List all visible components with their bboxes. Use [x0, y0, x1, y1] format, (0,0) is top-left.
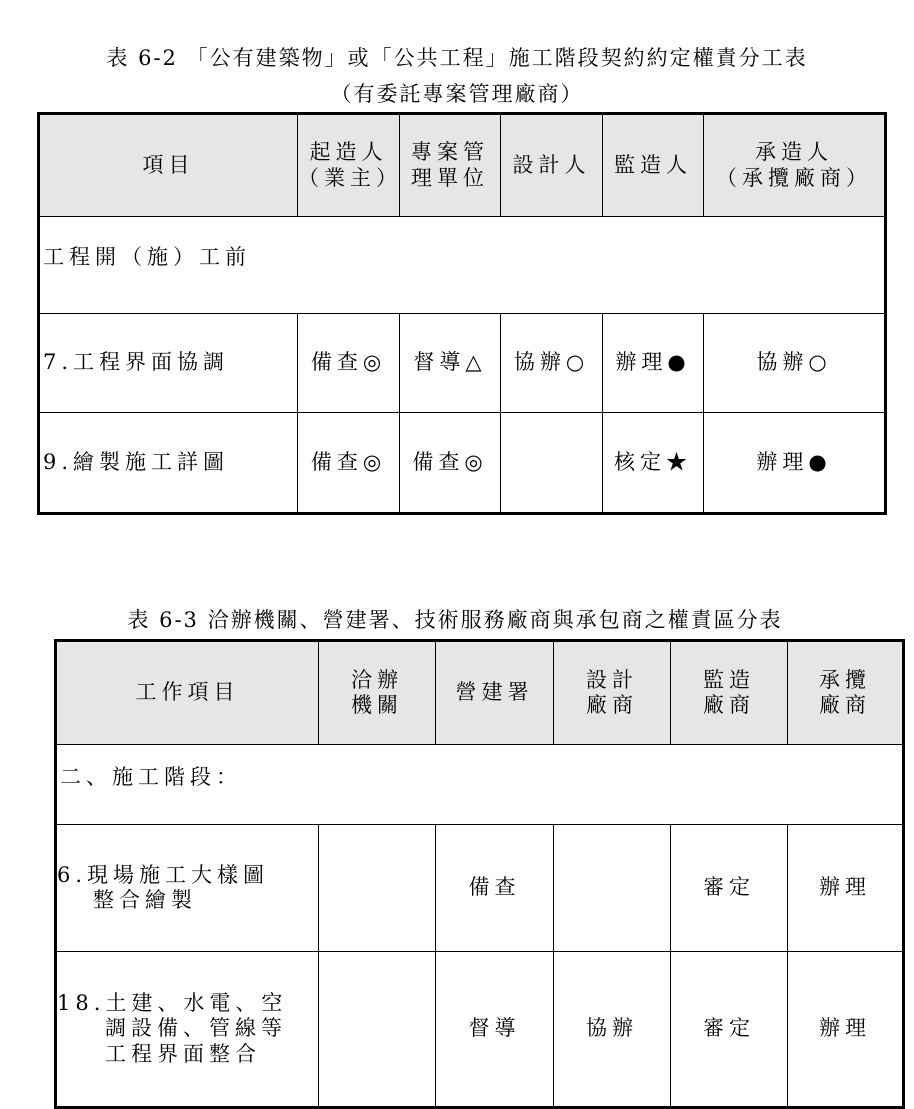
- cell-supervision-firm: 審定: [671, 952, 788, 1108]
- table-6-2-subcaption: （有委託專案管理廠商）: [330, 82, 584, 106]
- header-pm: 專案管 理單位: [400, 114, 501, 217]
- cell-supervisor: 辦理●: [603, 314, 704, 413]
- header-contractor: 承造人 （承攬廠商）: [704, 114, 886, 217]
- cell-contractor: 協辦○: [704, 314, 886, 413]
- table-6-2: [37, 112, 887, 515]
- header-agency: 洽辦 機關: [319, 641, 436, 745]
- cell-supervision-firm: 審定: [671, 825, 788, 952]
- row-item: 9.繪製施工詳圖: [39, 413, 298, 514]
- cell-contractor-firm: 辦理: [788, 825, 904, 952]
- header-contractor-firm: 承攬 廠商: [788, 641, 904, 745]
- header-owner: 起造人 （業主）: [298, 114, 400, 217]
- row-item: 18.土建、水電、空 調設備、管線等 工程界面整合: [56, 952, 319, 1108]
- cell-cpami: 督導: [436, 952, 554, 1108]
- cell-pm: 備查◎: [400, 413, 501, 514]
- cell-contractor: 辦理●: [704, 413, 886, 514]
- cell-design-firm: 協辦: [554, 952, 671, 1108]
- header-cpami: 營建署: [436, 641, 554, 745]
- section-row: 工程開（施）工前: [39, 217, 886, 314]
- section-row: 二、施工階段：: [56, 745, 904, 825]
- table-row: [56, 825, 904, 952]
- header-work-item: 工作項目: [56, 641, 319, 745]
- row-item: 6.現場施工大樣圖 整合繪製: [56, 825, 319, 952]
- cell-supervisor: 核定★: [603, 413, 704, 514]
- cell-designer: 協辦○: [501, 314, 603, 413]
- table-row: [56, 952, 904, 1108]
- cell-agency: [319, 825, 436, 952]
- cell-pm: 督導△: [400, 314, 501, 413]
- cell-designer: [501, 413, 603, 514]
- row-item: 7.工程界面協調: [39, 314, 298, 413]
- header-supervisor: 監造人: [603, 114, 704, 217]
- cell-contractor-firm: 辦理: [788, 952, 904, 1108]
- table-6-3-caption: 表 6-3 洽辦機關、營建署、技術服務廠商與承包商之權責區分表: [127, 608, 783, 632]
- header-supervision-firm: 監造 廠商: [671, 641, 788, 745]
- cell-design-firm: [554, 825, 671, 952]
- header-item: 項目: [39, 114, 298, 217]
- cell-owner: 備查◎: [298, 413, 400, 514]
- header-designer: 設計人: [501, 114, 603, 217]
- cell-owner: 備查◎: [298, 314, 400, 413]
- table-6-2-caption: 表 6-2 「公有建築物」或「公共工程」施工階段契約約定權責分工表: [106, 46, 808, 70]
- table-6-3: [54, 639, 905, 1109]
- cell-cpami: 備查: [436, 825, 554, 952]
- cell-agency: [319, 952, 436, 1108]
- header-design-firm: 設計 廠商: [554, 641, 671, 745]
- table-row: [39, 314, 886, 413]
- table-row: [39, 413, 886, 514]
